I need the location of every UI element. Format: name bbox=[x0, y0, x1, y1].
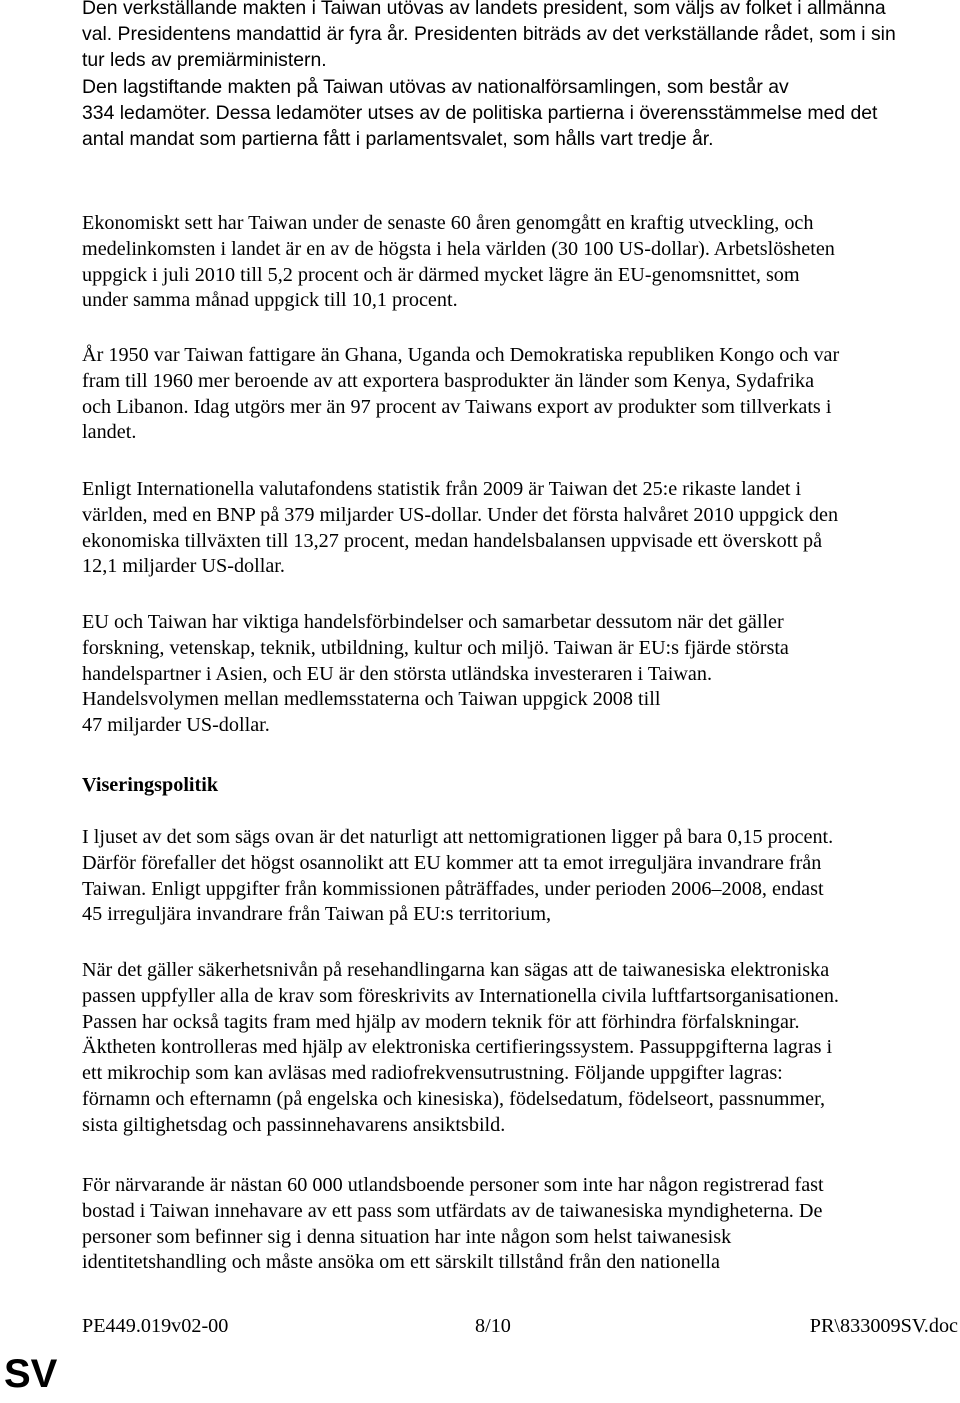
paragraph-economy bbox=[82, 211, 958, 314]
page-number: 8/10 bbox=[475, 1315, 511, 1337]
text-line: bostad i Taiwan innehavare av ett pass som utfärdats av de taiwanesiska myndigheterna. De bbox=[82, 1199, 823, 1222]
text-line: fram till 1960 mer beroende av att exportera basprodukter än länder som Kenya, Sydafrika bbox=[82, 369, 815, 392]
text-line: År 1950 var Taiwan fattigare än Ghana, Uganda och Demokratiska republiken Kongo och var bbox=[82, 344, 840, 366]
text-line: personer som befinner sig i denna situation har inte någon som helst taiwanesisk bbox=[82, 1225, 732, 1248]
paragraph-history bbox=[82, 343, 958, 446]
section-heading: Viseringspolitik bbox=[82, 774, 219, 796]
paragraph-legislative bbox=[82, 75, 958, 152]
file-name: PR\833009SV.doc bbox=[809, 1315, 958, 1337]
language-code: SV bbox=[4, 1352, 58, 1396]
paragraph-executive bbox=[82, 0, 958, 73]
document-reference: PE449.019v02-00 bbox=[82, 1315, 229, 1337]
text-line: EU och Taiwan har viktiga handelsförbindelser och samarbetar dessutom när det gäller bbox=[82, 611, 784, 633]
text-line: under samma månad uppgick till 10,1 procent. bbox=[82, 289, 458, 312]
text-line: För närvarande är nästan 60 000 utlandsboende personer som inte har någon registrerad fast bbox=[82, 1174, 824, 1196]
text-line: Därför förefaller det högst osannolikt att EU kommer att ta emot irreguljära invandrare från bbox=[82, 851, 822, 874]
text-line: Ekonomiskt sett har Taiwan under de senaste 60 åren genomgått en kraftig utveckling, och bbox=[82, 212, 814, 234]
text-line: uppgick i juli 2010 till 5,2 procent och är därmed mycket lägre än EU-genomsnittet, som bbox=[82, 263, 800, 286]
text-line: forskning, vetenskap, teknik, utbildning, kultur och miljö. Taiwan är EU:s fjärde största bbox=[82, 636, 789, 659]
text-line: Passen har också tagits fram med hjälp av modern teknik för att förhindra förfalskningar. bbox=[82, 1010, 800, 1033]
text-line: I ljuset av det som sägs ovan är det naturligt att nettomigrationen ligger på bara 0,15 procent. bbox=[82, 826, 834, 848]
text-line: Den lagstiftande makten på Taiwan utövas av nationalförsamlingen, som består av bbox=[82, 76, 789, 98]
text-line: Handelsvolymen mellan medlemsstaterna och Taiwan uppgick 2008 till bbox=[82, 688, 661, 711]
text-fragment: Dessa ledamöter utses av de politiska partierna i överensstämmelse med det bbox=[210, 101, 878, 124]
text-line: och Libanon. Idag utgörs mer än 97 procent av Taiwans export av produkter som tillverkats i bbox=[82, 395, 832, 418]
text-line: När det gäller säkerhetsnivån på resehandlingarna kan sägas att de taiwanesiska elektroniska bbox=[82, 959, 830, 981]
text-line: förnamn och efternamn (på engelska och kinesiska), födelsedatum, födelseort, passnummer, bbox=[82, 1087, 826, 1110]
text-line: 47 miljarder US-dollar. bbox=[82, 714, 270, 737]
text-line: ekonomiska tillväxten till 13,27 procent, medan handelsbalansen uppvisade ett överskott på bbox=[82, 529, 823, 552]
text-line: tur leds av premiärministern. bbox=[82, 48, 327, 71]
paragraph-overseas bbox=[82, 1173, 958, 1276]
page-footer bbox=[82, 1313, 958, 1339]
text-line: antal mandat som partierna fått i parlamentsvalet, som hålls vart tredje år. bbox=[82, 127, 714, 150]
text-line: passen uppfyller alla de krav som föreskrivits av Internationella civila luftfartsorganisationen. bbox=[82, 984, 839, 1007]
text-line: handelspartner i Asien, och EU är den största utländska investeraren i Taiwan. bbox=[82, 662, 712, 685]
text-line: 12,1 miljarder US-dollar. bbox=[82, 555, 285, 578]
text-line: val. Presidentens mandattid är fyra år. Presidenten biträds av det verkställande rådet, som i sin bbox=[82, 22, 896, 45]
text-line: ett mikrochip som kan avläsas med radiofrekvensutrustning. Följande uppgifter lagras: bbox=[82, 1062, 783, 1085]
text-line: Taiwan. Enligt uppgifter från kommissionen påträffades, under perioden 2006–2008, endast bbox=[82, 877, 824, 900]
text-line: medelinkomsten i landet är en av de högsta i hela världen (30 100 US-dollar). Arbetslösheten bbox=[82, 237, 835, 260]
paragraph-migration bbox=[82, 825, 958, 928]
text-line: världen, med en BNP på 379 miljarder US-dollar. Under det första halvåret 2010 uppgick den bbox=[82, 503, 839, 526]
text-line: sista giltighetsdag och passinnehavarens ansiktsbild. bbox=[82, 1113, 506, 1136]
paragraph-trade bbox=[82, 610, 958, 739]
text-line bbox=[82, 101, 958, 127]
text-fragment: 334 ledamöter. bbox=[82, 101, 211, 124]
text-line: landet. bbox=[82, 421, 137, 444]
paragraph-imf bbox=[82, 477, 958, 580]
paragraph-passports bbox=[82, 958, 958, 1139]
text-line: 45 irreguljära invandrare från Taiwan på EU:s territorium, bbox=[82, 903, 552, 926]
text-line: Enligt Internationella valutafondens statistik från 2009 är Taiwan det 25:e rikaste landet i bbox=[82, 478, 802, 500]
text-line: Äktheten kontrolleras med hjälp av elektroniska certifieringssystem. Passuppgifterna lagras i bbox=[82, 1036, 833, 1059]
text-line: Den verkställande makten i Taiwan utövas av landets president, som väljs av folket i allmänna bbox=[82, 0, 886, 19]
text-line: identitetshandling och måste ansöka om ett särskilt tillstånd från den nationella bbox=[82, 1251, 720, 1274]
